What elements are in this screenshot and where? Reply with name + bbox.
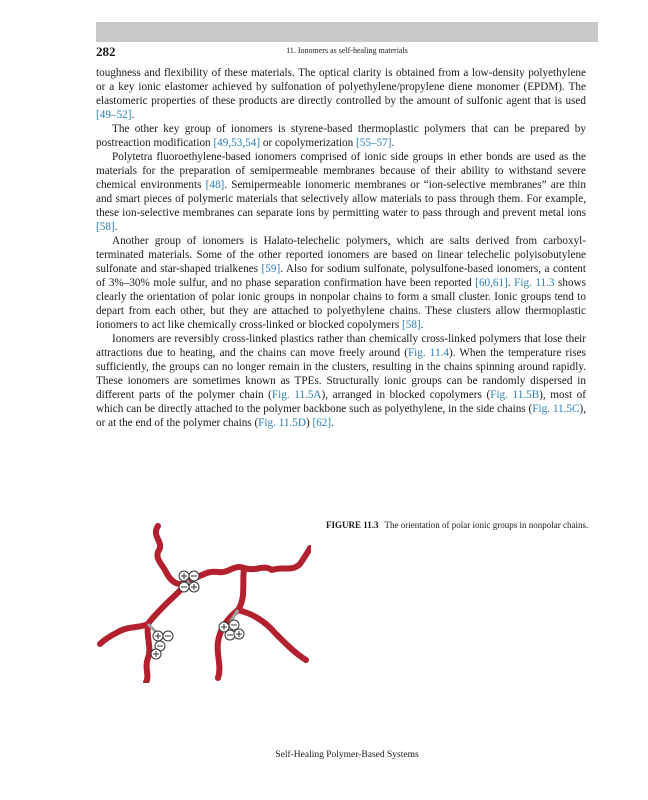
text-run: ), arranged in blocked copolymers (	[321, 389, 491, 401]
text-run: .	[114, 221, 118, 233]
header-bar	[96, 22, 598, 42]
citation-link[interactable]: [58]	[402, 319, 421, 331]
text-run: . Also for sodium sulfonate, polysulfone-based ionomers, a content of 3%–30% mole sulfur, and no phase separation confirmation have been reported	[96, 263, 586, 289]
text-run: Another group of ionomers is Halato-telechelic polymers, which are salts derived from carboxyl-terminated materials. Some of the other reported ionomers are based on linear telechelic polyisobutylene sulfonate and star-shaped trialkenes	[96, 235, 586, 275]
text-run: ). When the temperature rises sufficiently, the groups can no longer remain in the clusters, resulting in the chains spinning around rapidly. These ionomers are sometimes known as TPEs. Structurally ionic groups can be randomly dispersed in different parts of the polymer chain (	[96, 347, 586, 401]
text-run: )	[305, 417, 313, 429]
body-text	[96, 66, 586, 430]
text-run: The other key group of ionomers is styrene-based thermoplastic polymers that can be prepared by postreaction modification	[96, 123, 586, 149]
citation-link[interactable]: [55–57]	[356, 137, 392, 149]
text-run: .	[331, 417, 334, 429]
footer-book-title: Self-Healing Polymer-Based Systems	[275, 750, 419, 760]
citation-link[interactable]: [59]	[261, 263, 281, 275]
citation-link[interactable]: Fig. 11.5B	[490, 389, 540, 401]
citation-link[interactable]: Fig. 11.5A	[271, 389, 322, 401]
citation-link[interactable]: Fig. 11.3	[514, 277, 555, 289]
text-run: .	[420, 319, 424, 331]
citation-link[interactable]: [60,61]	[475, 277, 508, 289]
polymer-chain	[272, 548, 310, 570]
figure-caption-text: The orientation of polar ionic groups in nonpolar chains.	[384, 520, 589, 530]
text-run: ), or at the end of the polymer chains (	[96, 403, 586, 429]
text-run: or copolymerization	[260, 137, 357, 149]
figure-ionic-clusters	[96, 518, 311, 683]
text-run: .	[391, 137, 395, 149]
paragraph	[96, 66, 586, 122]
text-run: shows clearly the orientation of polar ionic groups in nonpolar chains to form a small cluster. Ionic groups tend to depart from each other, but they are attached to polyethylene chains. These clusters allow thermoplastic ionomers to act like chemically cross-linked or blocked copolymers	[96, 277, 587, 331]
paragraph	[96, 234, 586, 332]
running-head: 11. Ionomers as self-healing materials	[286, 46, 408, 55]
polymer-chain	[146, 624, 149, 682]
paragraph	[96, 150, 586, 234]
figure-label: FIGURE 11.3	[326, 520, 379, 530]
figure-caption	[326, 519, 590, 531]
citation-link[interactable]: [62]	[312, 417, 332, 429]
citation-link[interactable]: [48]	[205, 179, 225, 191]
text-run: ), most of which can be directly attached to the polymer backbone such as polyethylene, in the side chains (	[96, 389, 586, 415]
citation-link[interactable]: [49,53,54]	[213, 137, 261, 149]
text-run: toughness and flexibility of these materials. The optical clarity is obtained from a low-density polyethylene or a key ionic elastomer achieved by sulfonation of polyethylene/propylene diene monomer (EPDM). The elastomeric properties of these products are directly controlled by the amount of sulfonic agent that is used	[96, 67, 586, 107]
page-number: 282	[96, 44, 116, 59]
text-run: Ionomers are reversibly cross-linked plastics rather than chemically cross-linked polymers that lose their attractions due to heating, and the chains can move freely around (	[96, 333, 586, 359]
citation-link[interactable]: Fig. 11.4	[407, 347, 449, 359]
polymer-chain	[238, 610, 306, 660]
citation-link[interactable]: [58]	[96, 221, 115, 233]
citation-link[interactable]: Fig. 11.5D	[258, 417, 306, 429]
text-run: Polytetra fluoroethylene-based ionomers comprised of ionic side groups in ether bonds are used as the materials for the preparation of semipermeable membranes because of their ability to withstand severe chemical environments	[96, 151, 586, 191]
text-run: .	[131, 109, 135, 121]
citation-link[interactable]: [49–52]	[96, 109, 132, 121]
text-run: . Semipermeable ionomeric membranes or “ion-selective membranes” are thin and smart pieces of polymeric materials that selectively allow materials to pass through them. For example, these ion-selective membranes can separate ions by permitting water to pass through and prevent metal ions	[96, 179, 586, 219]
text-run: .	[507, 277, 515, 289]
paragraph	[96, 332, 586, 430]
citation-link[interactable]: Fig. 11.5C	[532, 403, 580, 415]
polymer-chain	[100, 580, 188, 644]
polymer-chain	[188, 567, 272, 580]
paragraph	[96, 122, 586, 150]
